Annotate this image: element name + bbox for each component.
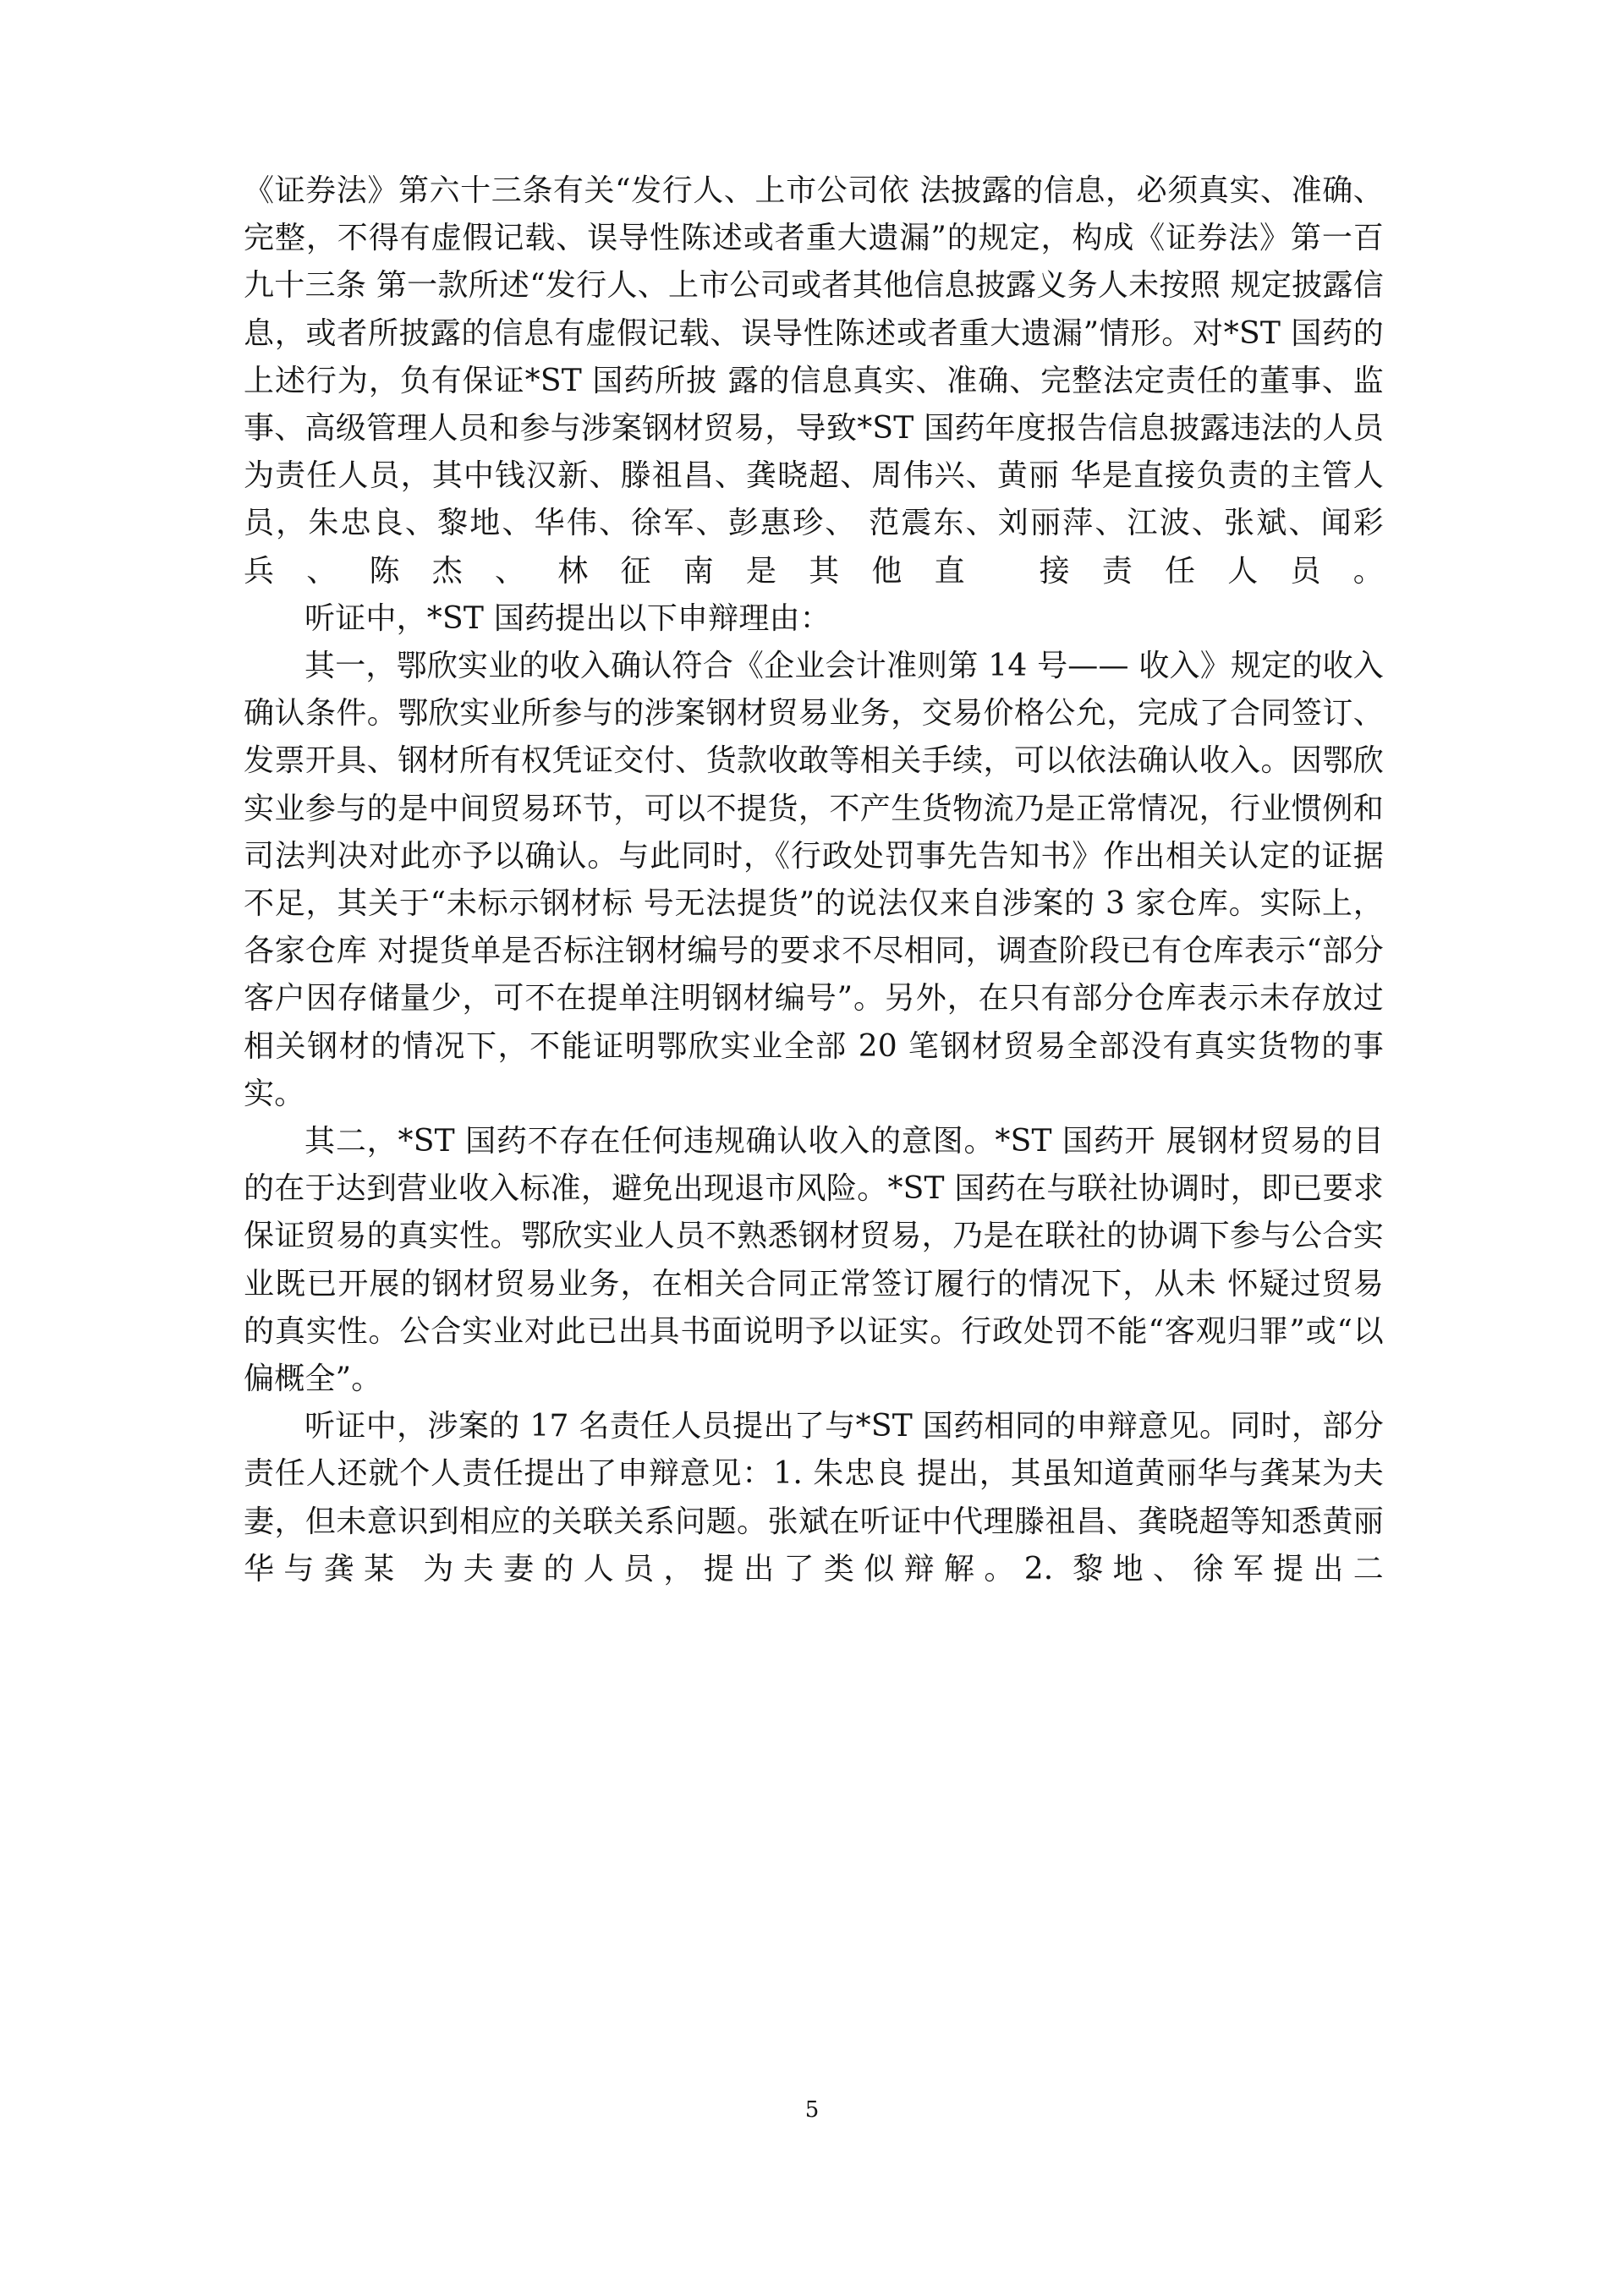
page-body-text bbox=[244, 167, 1384, 1593]
paragraph-reason-one: 其一，鄂欣实业的收入确认符合《企业会计准则第 14 号—— 收入》规定的收入确认条件。鄂欣实业所参与的涉案钢材贸易业务，交易价格公允，完成了合同签订、发票开具、钢材所有权凭证交付、货款收敢等相关手续，可以依法确认收入。因鄂欣实业参与的是中间贸易环节，可以不提货，不产生货物流乃是正常情况，行业惯例和司法判决对此亦予以确认。与此同时，《行政处罚事先告知书》作出相关认定的证据不足，其关于“未标示钢材标 号无法提货”的说法仅来自涉案的 3 家仓库。实际上，各家仓库 对提货单是否标注钢材编号的要求不尽相同，调查阶段已有仓库表示“部分客户因存储量少，可不在提单注明钢材编号”。另外，在只有部分仓库表示未存放过相关钢材的情况下，不能证明鄂欣实业全部 20 笔钢材贸易全部没有真实货物的事实。 bbox=[244, 649, 1384, 1111]
paragraph-hearing-individual: 听证中，涉案的 17 名责任人员提出了与*ST 国药相同的申辩意见。同时，部分责任人还就个人责任提出了申辩意见：1. 朱忠良 提出，其虽知道黄丽华与龚某为夫妻，但未意识到相应的关联关系问题。张斌在听证中代理滕祖昌、龚晓超等知悉黄丽华与龚某 为夫妻的人员，提出了类似辩解。2. 黎地、徐军提出二 bbox=[244, 1409, 1384, 1586]
page-number: 5 bbox=[804, 2097, 820, 2123]
paragraph-hearing-intro: 听证中，*ST 国药提出以下申辩理由： bbox=[304, 600, 831, 636]
paragraph-reason-two: 其二，*ST 国药不存在任何违规确认收入的意图。*ST 国药开 展钢材贸易的目的在于达到营业收入标准，避免出现退市风险。*ST 国药在与联社协调时，即已要求保证贸易的真实性。鄂欣实业人员不熟悉钢材贸易，乃是在联社的协调下参与公合实业既已开展的钢材贸易业务，在相关合同正常签订履行的情况下，从未 怀疑过贸易的真实性。公合实业对此已出具书面说明予以证实。行政处罚不能“客观归罪”或“以偏概全”。 bbox=[244, 1124, 1384, 1397]
paragraph-securities-law: 《证券法》第六十三条有关“发行人、上市公司依 法披露的信息，必须真实、准确、完整，不得有虚假记载、误导性陈述或者重大遗漏”的规定，构成《证券法》第一百九十三条 第一款所述“发行人、上市公司或者其他信息披露义务人未按照 规定披露信息，或者所披露的信息有虚假记载、误导性陈述或者重大遗漏”情形。对*ST 国药的上述行为，负有保证*ST 国药所披 露的信息真实、准确、完整法定责任的董事、监事、高级管理人员和参与涉案钢材贸易，导致*ST 国药年度报告信息披露违法的人员为责任人员，其中钱汉新、滕祖昌、龚晓超、周伟兴、黄丽 华是直接负责的主管人员，朱忠良、黎地、华伟、徐军、彭惠珍、 范震东、刘丽萍、江波、张斌、闻彩兵、陈杰、林征南是其他直 接责任人员。 bbox=[244, 173, 1384, 589]
